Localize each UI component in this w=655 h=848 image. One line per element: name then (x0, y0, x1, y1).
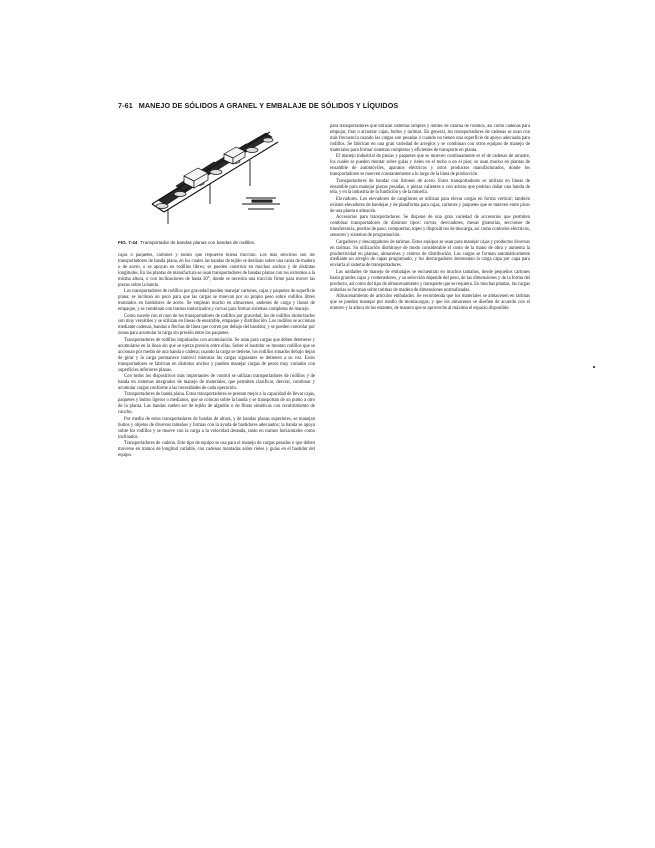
paragraph: Por medio de estos transportadores de bandas de altura, y de bandas planas superiores, se manejan bultos y objetos de diversos tamaños y formas con la ayuda de bastidores adecuados; la banda se apoya sobre los rodillos y se mueve con la carga a la velocidad deseada, tanto en tramos horizontales como inclinados. (118, 416, 315, 440)
paragraph: Como sucede con el caso de los transportadores de rodillos por gravedad, los de rodillos motorizados son muy versátiles y se utilizan en líneas de ensamble, empaque y distribución. Los rodillos se accionan mediante cadenas, bandas o flechas de línea que corren por debajo del bastidor, y se pueden controlar por zonas para acumular la carga sin presión entre los paquetes. (118, 313, 315, 337)
paragraph: Transportadores de cadena. Este tipo de equipo se usa para el manejo de cargas pesadas o que deben moverse en tramos de longitud variable, con cadenas montadas sobre rieles y guías en el bastidor del equipo. (118, 441, 315, 458)
paragraph: cajas o paquetes, cartones y bultos que requieren buena tracción. Los más sencillos son los transportadores de banda plana, en los cuales las bandas de tejido se deslizan sobre una cama de madera o de acero, o se apoyan en rodillos libres; se pueden construir en muchos anchos y de distintas longitudes. En las plantas de manufactura se usan transportadores de bandas planas con los extremos a la misma altura, o con inclinaciones de hasta 30°, donde se necesita una tracción firme para mover las piezas sobre la banda. (118, 253, 315, 288)
scan-speck (593, 366, 595, 368)
paragraph: Las unidades de manejo de embalajes se encuentran en muchos tamaños, desde pequeños cartones hasta grandes cajas y contenedores, y su selección depende del peso, de las dimensiones y de la forma del producto, así como del tipo de almacenamiento y transporte que se requiera. En muchas plantas, las cargas unitarias se forman sobre tarimas de madera de dimensiones normalizadas. (330, 269, 530, 293)
running-header (118, 101, 573, 110)
paragraph: Con todos los dispositivos más importantes de control se utilizan transportadores de rodillos y de banda en sistemas integrados de manejo de materiales, que permiten clasificar, desviar, combinar y acumular cargas conforme a las necesidades de cada operación. (118, 374, 315, 391)
page-number: 7-61 (118, 101, 133, 110)
figure-label: FIG. 7-44 (118, 240, 138, 245)
paragraph: Elevadores. Los elevadores de cangilones se utilizan para elevar cargas en forma vertical; también existen elevadores de bandejas y de plataforma para cajas, cartones y paquetes que se mueven entre pisos de una planta o almacén. (330, 196, 530, 214)
paragraph: Los transportadores de rodillos por gravedad pueden manejar cartones, cajas y paquetes de superficie plana; se inclinan un poco para que las cargas se muevan por su propio peso sobre rodillos libres montados en bastidores de acero. Se emplean mucho en almacenes, andenes de carga y líneas de empaque, y se combinan con tramos motorizados y curvas para formar sistemas completos de manejo. (118, 289, 315, 313)
conveyor-figure (118, 116, 315, 241)
paragraph: Transportadores de rodillos impulsados con acumulación. Se usan para cargas que deben detenerse y acumularse en la línea sin que se ejerza presión entre ellas. Sobre el bastidor se montan rodillos que se accionan por medio de una banda o cadena; cuando la carga se detiene, los rodillos situados debajo dejan de girar y la carga permanece inmóvil mientras las cargas siguientes se detienen a su vez. Estos transportadores se fabrican en distintos anchos y pueden manejar cargas de pesos muy variados con superficies inferiores planas. (118, 337, 315, 373)
paragraph: El manejo industrial de piezas y paquetes que se mueven continuamente es el de cadenas de arrastre, los cuales se pueden montar sobre guías y rieles en el techo o en el piso; se usan mucho en plantas de ensamble de automóviles, aparatos eléctricos y otros productos manufacturados, donde los transportadores se mueven constantemente a lo largo de la línea de producción. (330, 154, 530, 178)
right-column (330, 124, 530, 798)
paragraph: Cargadores y descargadores de tarimas. Estos equipos se usan para manejar cajas y productos diversos en tarimas. Su utilización disminuye de modo considerable el costo de la mano de obra y aumenta la productividad en plantas, almacenes y centros de distribución. Las cargas se forman automáticamente mediante un arreglo de capas programado, y los descargadores desmontan la carga capa por capa para enviarla al sistema de transportadores. (330, 239, 530, 269)
paragraph: Transportadores de bandas con listones de acero. Estos transportadores se utilizan en líneas de ensamble para manejar piezas pesadas, o piezas calientes o con aristas que podrían dañar una banda de tela, y en la industria de la fundición y de la minería. (330, 178, 530, 196)
chapter-title: MANEJO DE SÓLIDOS A GRANEL Y EMBALAJE DE SÓLIDOS Y LÍQUIDOS (138, 101, 399, 110)
paragraph: Accesorios para transportadores. Se dispone de una gran variedad de accesorios que permiten combinar transportadores de distintos tipos: curvas, desviadores, mesas giratorias, secciones de transferencia, puertas de paso, compuertas, topes y dispositivos de descarga, así como controles eléctricos, sensores y sistemas de programación. (330, 215, 530, 239)
paragraph: para transportadores que utilizan sistemas simples y dobles de cadena de rodillos, así como cadenas para empujar, tirar o arrastrar cajas, bultos y tarimas. En general, los transportadores de cadenas se usan con más frecuencia cuando las cargas son pesadas o cuando no tienen una superficie de apoyo adecuada para rodillos. Se fabrican en una gran variedad de arreglos y se combinan con otros equipos de manejo de materiales para formar sistemas completos y eficientes de transporte en planta. (330, 124, 530, 153)
conveyor-illustration (118, 116, 315, 241)
figure-caption-text: Transportador de bandas planas con bandas de rodillos. (140, 240, 256, 245)
paragraph: Almacenamiento de artículos embalados. Se recomienda que los materiales se almacenen en tarimas que se pueden manejar por medio de montacargas, y que los almacenes se diseñen de acuerdo con el número y la altura de los estantes, de manera que se aproveche al máximo el espacio disponible. (330, 294, 530, 312)
figure-caption (118, 240, 315, 246)
left-column (118, 253, 315, 798)
paragraph: Transportadores de banda plana. Estos transportadores se prestan mejor a la capacidad de llevar cajas, paquetes y bultos ligeros o medianos, que se colocan sobre la banda y se transportan de un punto a otro de la planta. Las bandas suelen ser de tejido de algodón o de fibras sintéticas con recubrimiento de caucho. (118, 392, 315, 416)
